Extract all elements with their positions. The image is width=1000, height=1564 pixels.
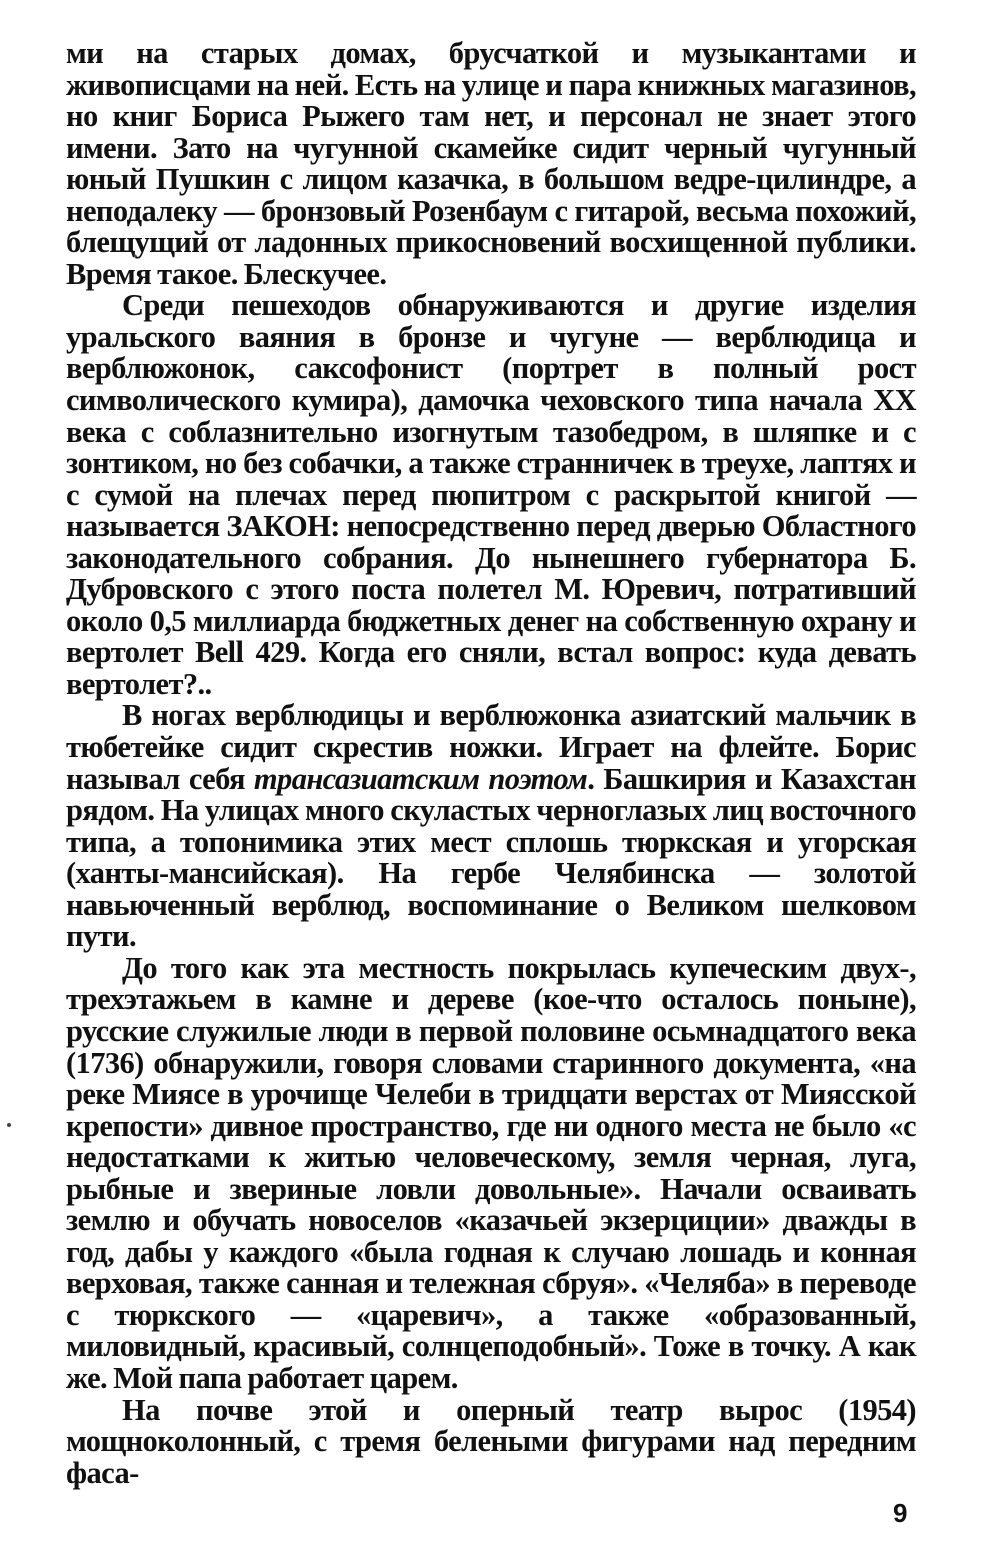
paragraph-3-after: . Башкирия и Казахстан рядом. На улицах много скуластых черноглазых лиц восточного типа, а топонимика этих мест сплошь тюркская и угорская (ханты-мансийская). На гербе Челябинска — золотой навьюченный верблюд, воспоминание о Великом шелковом пути. — [66, 761, 917, 954]
paragraph-1: ми на старых домах, брусчаткой и музыкантами и живописцами на ней. Есть на улице и пара книжных магазинов, но книг Бориса Рыжего там нет, и персонал не знает этого имени. Зато на чугунной скамейке сидит черный чугунный юный Пушкин с лицом казачка, в большом ведре-цилиндре, а неподалеку — бронзовый Розенбаум с гитарой, весьма похожий, блещущий от ладонных прикосновений восхищенной публики. Время такое. Блескучее. — [66, 36, 916, 291]
page-number: 9 — [893, 1498, 908, 1528]
margin-speck — [7, 1123, 11, 1127]
paragraph-2: Среди пешеходов обнаруживаются и другие изделия уральского ваяния в бронзе и чугуне — верблюдица и верблюжонок, саксофонист (портрет в полный рост символического кумира), дамочка чеховского типа начала XX века с соблазнительно изогнутым тазобедром, в шляпке и с зонтиком, но без собачки, а также странничек в треухе, лаптях и с сумой на плечах перед пюпитром с раскрытой книгой — называется ЗАКОН: непосредственно перед дверью Областного законодательного собрания. До нынешнего губернатора Б. Дубровского с этого поста полетел М. Юревич, потративший около 0,5 миллиарда бюджетных денег на собственную охрану и вертолет Bell 429. Когда его сняли, встал вопрос: куда девать вертолет?.. — [66, 288, 916, 701]
paragraph-4: До того как эта местность покрылась купеческим двух-, трехэтажьем в камне и дереве (кое-что осталось поныне), русские служилые люди в первой половине осьмнадцатого века (1736) обнаружили, говоря словами старинного документа, «на реке Миясе в урочище Челеби в тридцати верстах от Миясской крепости» дивное пространство, где ни одного места не было «с недостатками к житью человеческому, земля черная, луга, рыбные и звериные ловли довольные». Начали осваивать землю и обучать новоселов «казачьей экзерциции» дважды в год, дабы у каждого «была годная к случаю лошадь и конная верховая, также санная и тележная сбруя». «Челяба» в переводе с тюркского — «царевич», а также «образованный, миловидный, красивый, солнцеподобный». Тоже в точку. А как же. Мой папа работает царем. — [66, 950, 916, 1395]
paragraph-5: На почве этой и оперный театр вырос (1954) мощноколонный, с тремя белеными фигурами над передним фаса- — [66, 1392, 916, 1490]
paragraph-3-emphasis: трансазиатским поэтом — [253, 761, 588, 796]
paragraph-3 — [66, 700, 916, 952]
paragraph-3-before: В ногах верблюдицы и верблюжонка азиатский мальчик в тюбетейке сидит скрестив ножки. Играет на флейте. Борис называл себя — [66, 698, 916, 796]
book-page-text — [66, 38, 916, 1489]
